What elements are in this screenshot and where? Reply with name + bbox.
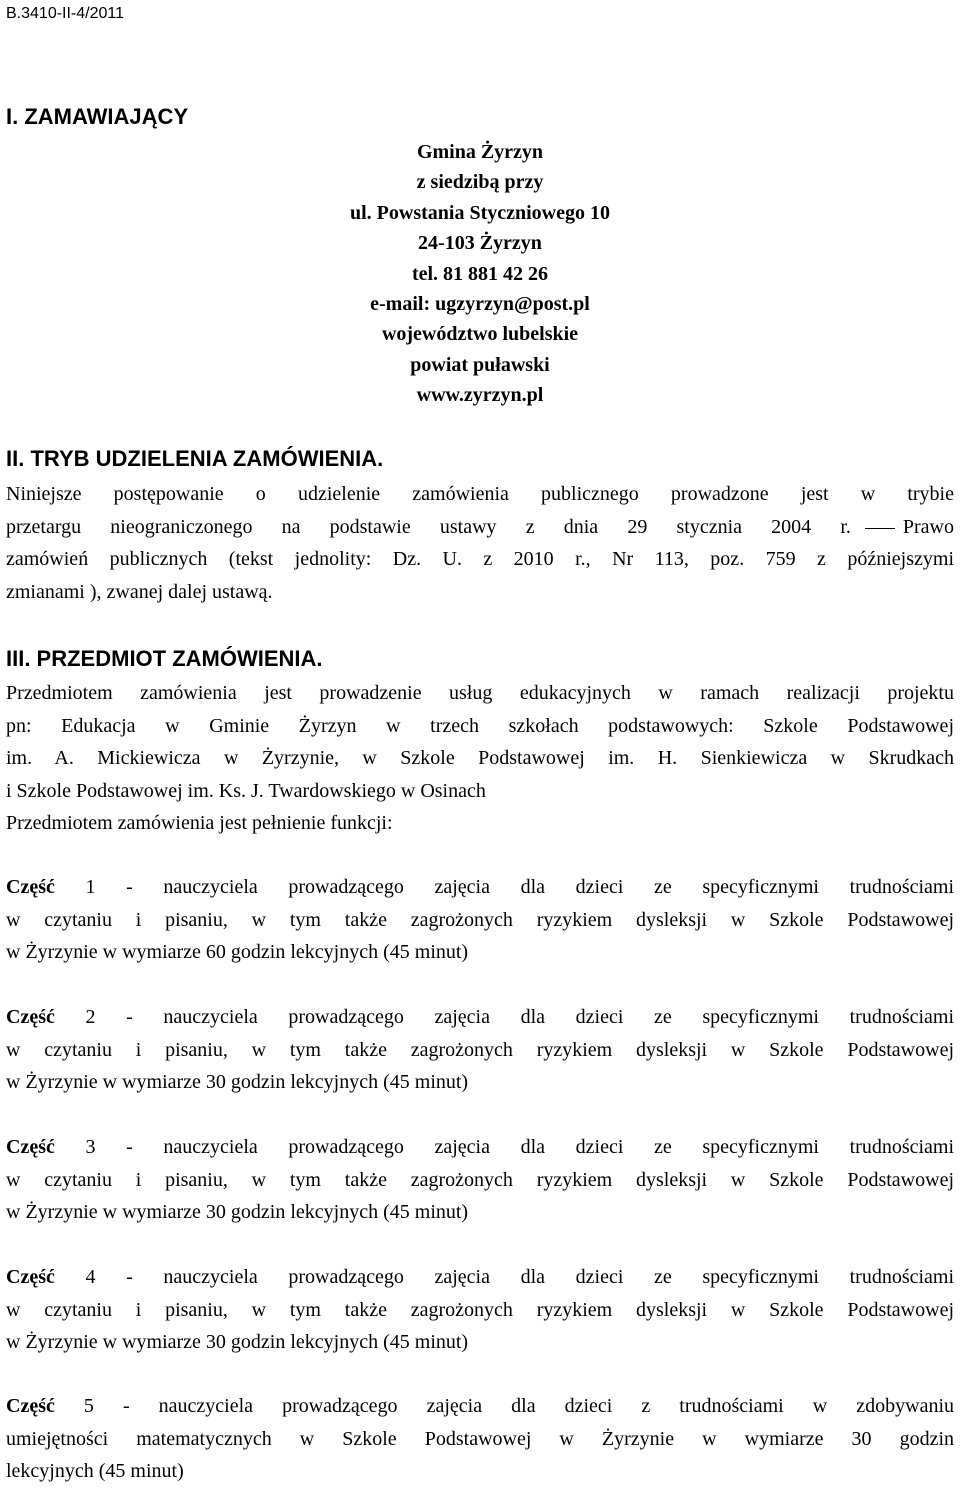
address-line: www.zyrzyn.pl [416,384,544,407]
part-line: umiejętności matematycznych w Szkole Podstawowej w Żyrzynie w wymiarze 30 godzin [6,1427,954,1450]
part-line [6,1261,954,1294]
part-line: w czytaniu i pisaniu, w tym także zagrożonych ryzykiem dysleksji w Szkole Podstawowej [6,908,954,931]
part-line: w czytaniu i pisaniu, w tym także zagrożonych ryzykiem dysleksji w Szkole Podstawowej [6,1298,954,1321]
part-label: Część [6,1266,55,1288]
paragraph-line: i Szkole Podstawowej im. Ks. J. Twardowskiego w Osinach [6,779,486,802]
dash-separator [865,528,895,529]
paragraph-line: Przedmiotem zamówienia jest prowadzenie usług edukacyjnych w ramach realizacji projektu [6,682,954,704]
paragraph-line: Niniejsze postępowanie o udzielenie zamówienia publicznego prowadzone jest w trybie [6,483,954,505]
part-line: lekcyjnych (45 minut) [6,1460,184,1483]
part-line-text: - nauczyciela prowadzącego zajęcia dla dzieci ze specyficznymi trudnościami [126,1266,955,1288]
address-line: województwo lubelskie [381,323,579,346]
part-line-text: - nauczyciela prowadzącego zajęcia dla dzieci ze specyficznymi trudnościami [126,1006,955,1028]
part-number: 2 [85,1006,96,1028]
part-line: w Żyrzynie w wymiarze 30 godzin lekcyjnych (45 minut) [6,1071,469,1094]
part-line [6,1001,954,1034]
address-line: powiat puławski [410,353,550,376]
paragraph-line: im. A. Mickiewicza w Żyrzynie, w Szkole Podstawowej im. H. Sienkiewicza w Skrudkach [6,747,954,770]
address-line: ul. Powstania Styczniowego 10 [350,201,610,224]
part-label: Część [6,876,55,898]
part-number: 4 [85,1266,96,1288]
section-2-paragraph [6,478,954,608]
part-line [6,1390,954,1423]
part-line: w Żyrzynie w wymiarze 30 godzin lekcyjnych (45 minut) [6,1201,469,1224]
address-line: z siedzibą przy [416,171,544,194]
part-line: w czytaniu i pisaniu, w tym także zagrożonych ryzykiem dysleksji w Szkole Podstawowej [6,1168,954,1191]
address-line: Gmina Żyrzyn [416,141,544,163]
part-number: 3 [85,1136,96,1158]
part-label: Część [6,1006,55,1028]
address-line: tel. 81 881 42 26 [411,262,549,285]
part-number: 5 [83,1395,94,1417]
part-label: Część [6,1136,55,1158]
part-line: w Żyrzynie w wymiarze 60 godzin lekcyjnych (45 minut) [6,941,469,964]
section-1-heading: I. ZAMAWIAJĄCY [6,104,189,129]
paragraph-line: pn: Edukacja w Gminie Żyrzyn w trzech szkołach podstawowych: Szkole Podstawowej [6,714,954,737]
part-line-text: - nauczyciela prowadzącego zajęcia dla dzieci ze specyficznymi trudnościami [126,1136,955,1158]
contracting-authority-address [300,137,660,411]
paragraph-line-text: przetargu nieograniczonego na podstawie ustawy z dnia 29 stycznia 2004 r. [6,515,851,538]
part-line [6,1131,954,1164]
part-line: w Żyrzynie w wymiarze 30 godzin lekcyjnych (45 minut) [6,1331,469,1354]
part-2-block [6,1001,954,1099]
paragraph-line: zmianami ), zwanej dalej ustawą. [6,580,273,603]
part-label: Część [6,1395,55,1417]
section-3-heading: III. PRZEDMIOT ZAMÓWIENIA. [6,646,323,671]
paragraph-line-text: Prawo [902,515,954,538]
part-5-block [6,1390,954,1488]
part-line-text: - nauczyciela prowadzącego zajęcia dla dzieci z trudnościami w zdobywaniu [122,1395,955,1417]
part-4-block [6,1261,954,1359]
section-3-paragraph [6,677,954,840]
paragraph-line: zamówień publicznych (tekst jednolity: Dz. U. z 2010 r., Nr 113, poz. 759 z późniejszymi [6,548,954,571]
document-reference: B.3410-II-4/2011 [6,5,125,22]
paragraph-line: Przedmiotem zamówienia jest pełnienie funkcji: [6,812,393,835]
part-line-text: - nauczyciela prowadzącego zajęcia dla dzieci ze specyficznymi trudnościami [126,876,955,898]
paragraph-line [6,511,954,544]
part-line [6,871,954,904]
part-1-block [6,871,954,969]
part-3-block [6,1131,954,1229]
part-number: 1 [85,876,96,898]
section-2-heading: II. TRYB UDZIELENIA ZAMÓWIENIA. [6,446,384,471]
address-line: e-mail: ugzyrzyn@post.pl [370,292,590,315]
address-line: 24-103 Żyrzyn [418,232,542,255]
part-line: w czytaniu i pisaniu, w tym także zagrożonych ryzykiem dysleksji w Szkole Podstawowej [6,1038,954,1061]
